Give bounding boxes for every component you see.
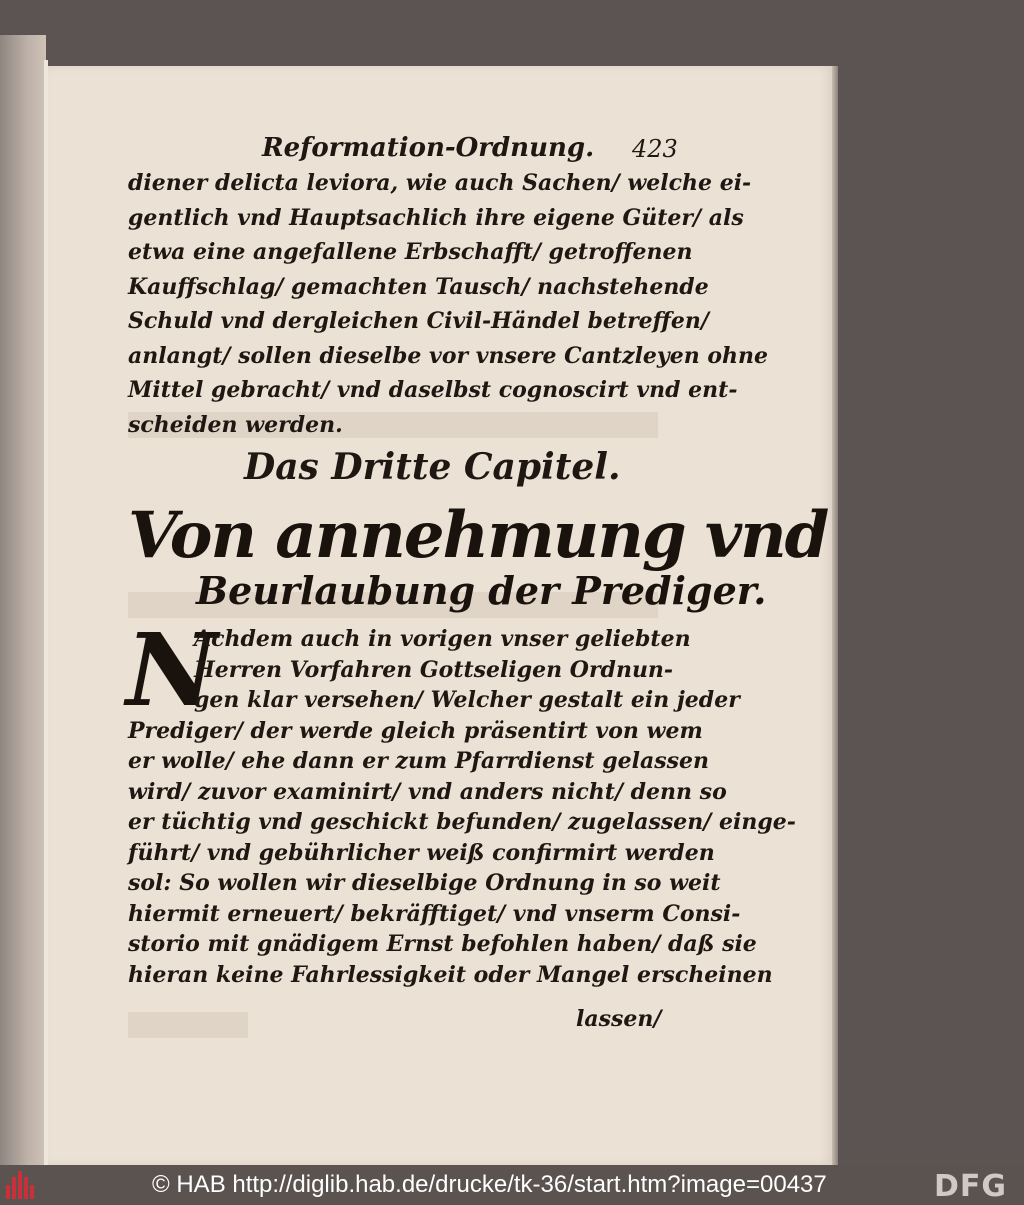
text-line: Herren Vorfahren Gottseligen Ordnun-: [194, 656, 674, 683]
text-line: führt/ vnd gebührlicher weiß confirmirt werden: [128, 839, 715, 866]
chapter-headline: Von annehmung vnd: [128, 498, 828, 573]
initial-letter: N: [126, 611, 218, 729]
text-line: wird/ zuvor examinirt/ vnd anders nicht/ denn so: [128, 778, 727, 805]
text-line: hiermit erneuert/ bekräfftiget/ vnd vnserm Consi-: [128, 900, 741, 927]
text-line: er tüchtig vnd geschickt befunden/ zugelassen/ einge-: [128, 809, 796, 835]
paragraph-1: [128, 166, 769, 442]
text-line: gen klar versehen/ Welcher gestalt ein jeder: [194, 687, 740, 713]
chapter-subheadline: Beurlaubung der Prediger.: [196, 568, 767, 613]
text-line: Prediger/ der werde gleich präsentirt von wem: [128, 717, 703, 744]
previous-page-edge: [0, 35, 46, 1165]
page-number: 423: [632, 135, 678, 163]
text-line: gentlich vnd Hauptsachlich ihre eigene Güter/ als: [128, 204, 744, 231]
text-line: diener delicta leviora, wie auch Sachen/ welche ei-: [128, 170, 752, 196]
text-line: sol: So wollen wir dieselbige Ordnung in so weit: [128, 870, 721, 896]
chapter-title: Das Dritte Capitel.: [244, 446, 621, 488]
text-line: Schuld vnd dergleichen Civil-Händel betreffen/: [128, 308, 709, 334]
text-line: storio mit gnädigem Ernst befohlen haben/ daß sie: [128, 931, 757, 957]
text-line: Mittel gebracht/ vnd daselbst cognoscirt vnd ent-: [128, 377, 738, 403]
dfg-logo: DFG: [934, 1169, 1008, 1204]
hab-logo-icon: [6, 1171, 36, 1199]
text-line: hieran keine Fahrlessigkeit oder Mangel erscheinen: [128, 961, 773, 988]
copyright-link[interactable]: © HAB http://diglib.hab.de/drucke/tk-36/start.htm?image=00437: [152, 1171, 827, 1198]
text-line: etwa eine angefallene Erbschafft/ getroffenen: [128, 239, 693, 265]
text-line: er wolle/ ehe dann er zum Pfarrdienst gelassen: [128, 748, 710, 774]
running-head: Reformation-Ordnung.: [262, 133, 595, 163]
catchword: lassen/: [576, 1006, 662, 1032]
text-line: Achdem auch in vorigen vnser geliebten: [194, 626, 691, 652]
footer-bar: [0, 1165, 1024, 1205]
text-line: anlangt/ sollen dieselbe vor vnsere Cantzleyen ohne: [128, 342, 769, 369]
paragraph-2: [128, 624, 796, 990]
text-line: Kauffschlag/ gemachten Tausch/ nachstehende: [128, 273, 709, 300]
text-line: scheiden werden.: [128, 411, 343, 438]
show-through-band: [128, 1012, 248, 1038]
page-fore-edge: [832, 66, 838, 1165]
